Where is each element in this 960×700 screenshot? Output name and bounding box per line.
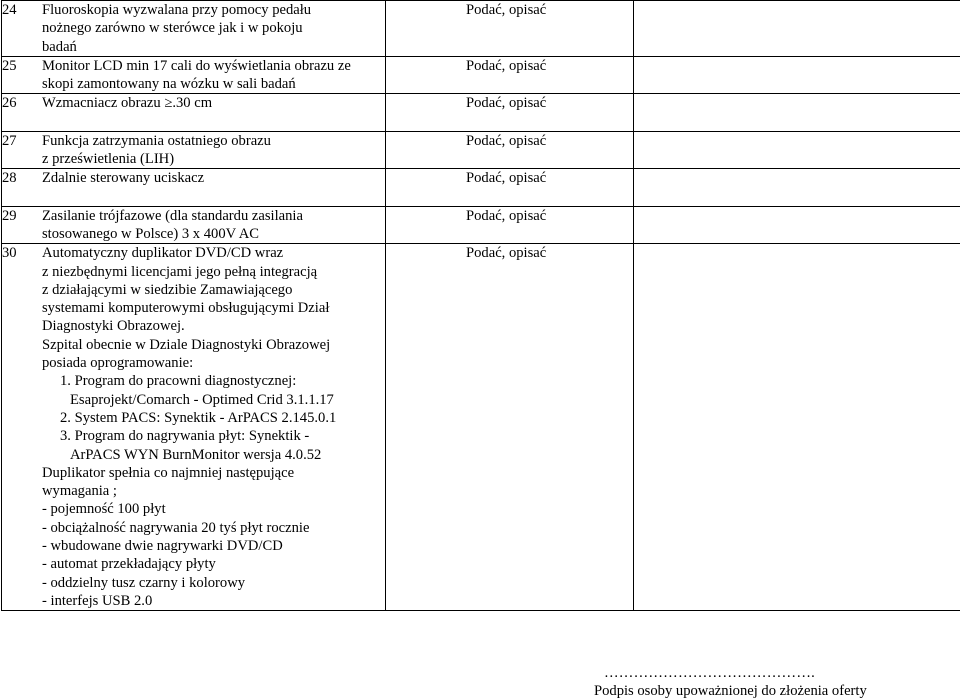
- offer-cell: [634, 169, 960, 206]
- row-text-line: z działającymi w siedzibie Zamawiającego: [42, 281, 385, 299]
- requirement-line: - wbudowane dwie nagrywarki DVD/CD: [42, 537, 385, 555]
- answer-cell: Podać, opisać: [386, 56, 634, 94]
- offer-cell: [634, 244, 960, 611]
- row-text-line: z niezbędnymi licencjami jego pełną integracją: [42, 263, 385, 281]
- row-text-line: stosowanego w Polsce) 3 x 400V AC: [42, 225, 385, 243]
- description-cell: [2, 1, 386, 57]
- table-row: [2, 1, 960, 57]
- row-number: 24: [2, 1, 38, 19]
- answer-cell: Podać, opisać: [386, 1, 634, 57]
- table-row: [2, 206, 960, 244]
- software-item: 1. Program do pracowni diagnostycznej:: [42, 372, 385, 390]
- row-text-line: systemami komputerowymi obsługującymi Dział: [42, 299, 385, 317]
- row-number: 28: [2, 169, 38, 187]
- row-number: 27: [2, 132, 38, 150]
- row-text-line: z prześwietlenia (LIH): [42, 150, 385, 168]
- row-text-line: Monitor LCD min 17 cali do wyświetlania obrazu ze: [42, 57, 385, 75]
- answer-cell: Podać, opisać: [386, 94, 634, 131]
- description-cell: [2, 244, 386, 611]
- answer-cell: Podać, opisać: [386, 206, 634, 244]
- offer-cell: [634, 1, 960, 57]
- row-number: 30: [2, 244, 38, 262]
- answer-cell: Podać, opisać: [386, 169, 634, 206]
- table-row: [2, 94, 960, 131]
- offer-cell: [634, 94, 960, 131]
- software-item: 2. System PACS: Synektik - ArPACS 2.145.0.1: [42, 409, 385, 427]
- table-row: [2, 131, 960, 169]
- row-text-line: Diagnostyki Obrazowej.: [42, 317, 385, 335]
- requirement-line: - oddzielny tusz czarny i kolorowy: [42, 574, 385, 592]
- software-item-detail: ArPACS WYN BurnMonitor wersja 4.0.52: [42, 446, 385, 464]
- offer-cell: [634, 206, 960, 244]
- row-number: 25: [2, 57, 38, 75]
- row-number: 26: [2, 94, 38, 112]
- row-text-line: skopi zamontowany na wózku w sali badań: [42, 75, 385, 93]
- row-text-line: Szpital obecnie w Dziale Diagnostyki Obrazowej: [42, 336, 385, 354]
- row-text-line: Zdalnie sterowany uciskacz: [42, 169, 385, 187]
- row-text-line: posiada oprogramowanie:: [42, 354, 385, 372]
- row-text-line: Funkcja zatrzymania ostatniego obrazu: [42, 132, 385, 150]
- row-text-line: nożnego zarówno w sterówce jak i w pokoju: [42, 19, 385, 37]
- offer-cell: [634, 131, 960, 169]
- row-text-line: badań: [42, 38, 385, 56]
- signature-caption: Podpis osoby upoważnionej do złożenia oferty: [594, 682, 894, 700]
- requirement-line: - obciążalność nagrywania 20 tyś płyt rocznie: [42, 519, 385, 537]
- offer-cell: [634, 56, 960, 94]
- signature-block: [594, 664, 894, 700]
- answer-cell: Podać, opisać: [386, 244, 634, 611]
- row-text-line: Automatyczny duplikator DVD/CD wraz: [42, 244, 385, 262]
- requirement-line: wymagania ;: [42, 482, 385, 500]
- software-item: 3. Program do nagrywania płyt: Synektik -: [42, 427, 385, 445]
- table-row: [2, 244, 960, 611]
- table-row: [2, 56, 960, 94]
- answer-cell: Podać, opisać: [386, 131, 634, 169]
- row-number: 29: [2, 207, 38, 225]
- row-text-line: Zasilanie trójfazowe (dla standardu zasilania: [42, 207, 385, 225]
- signature-line: …………………………………….: [594, 664, 894, 682]
- requirement-line: - automat przekładający płyty: [42, 555, 385, 573]
- description-cell: [2, 94, 386, 131]
- software-item-detail: Esaprojekt/Comarch - Optimed Crid 3.1.1.17: [42, 391, 385, 409]
- description-cell: [2, 56, 386, 94]
- requirement-line: - interfejs USB 2.0: [42, 592, 385, 610]
- description-cell: [2, 131, 386, 169]
- row-text-line: Wzmacniacz obrazu ≥.30 cm: [42, 94, 385, 112]
- description-cell: [2, 206, 386, 244]
- requirement-line: - pojemność 100 płyt: [42, 500, 385, 518]
- specification-table: [1, 0, 960, 611]
- table-row: [2, 169, 960, 206]
- description-cell: [2, 169, 386, 206]
- row-text-line: Fluoroskopia wyzwalana przy pomocy pedału: [42, 1, 385, 19]
- requirement-line: Duplikator spełnia co najmniej następujące: [42, 464, 385, 482]
